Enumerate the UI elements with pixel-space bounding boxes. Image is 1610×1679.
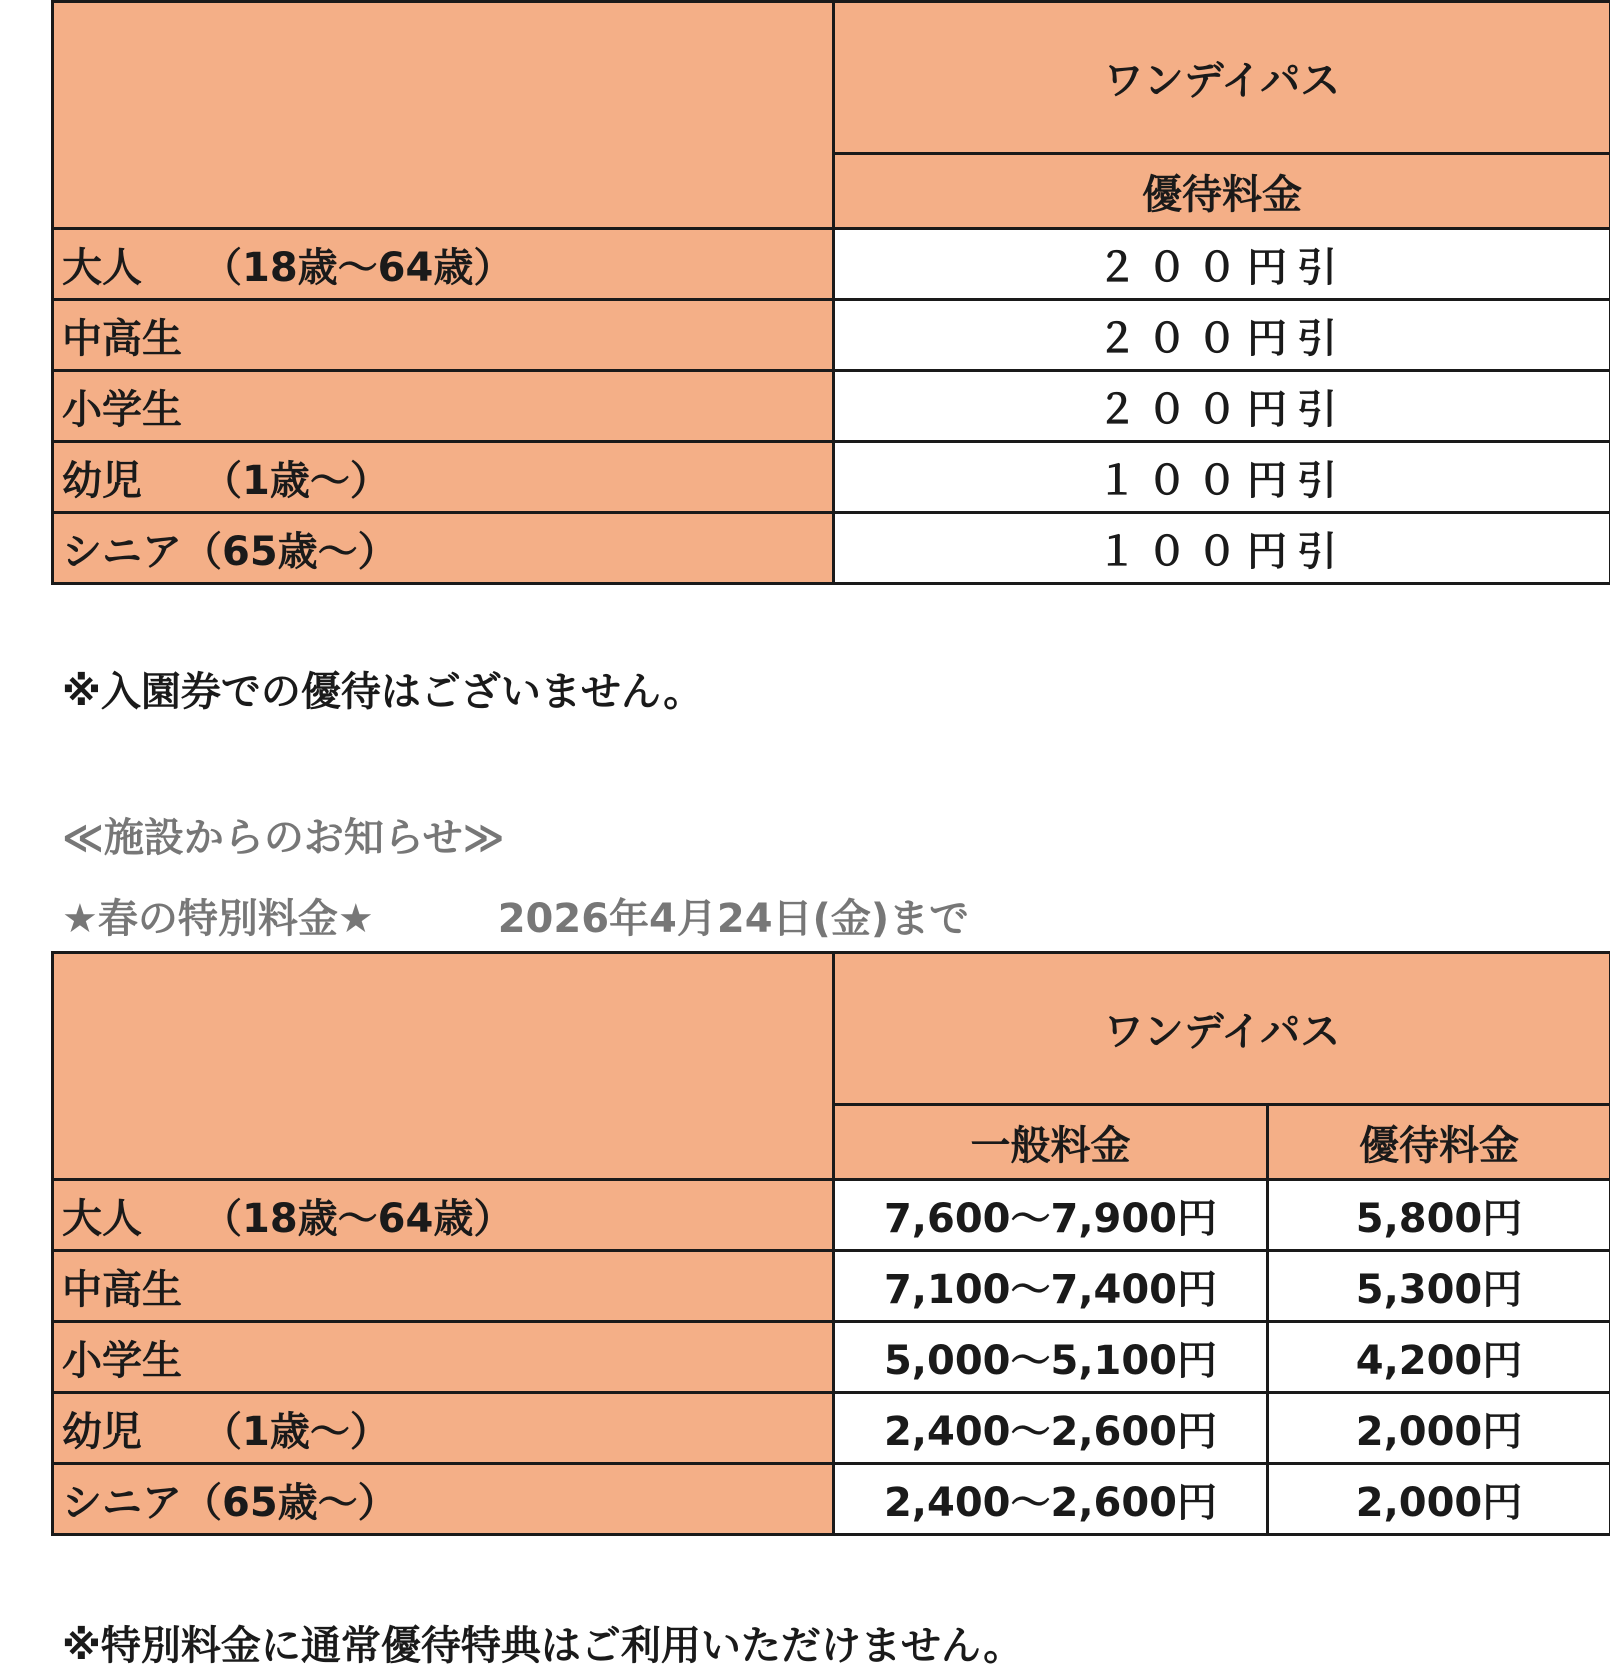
discount-value: ２００円引 — [834, 371, 1610, 442]
discount-price-value: 5,800円 — [1268, 1180, 1610, 1251]
row-label: 幼児 （1歳～） — [53, 442, 834, 513]
header-blank-cell — [53, 953, 834, 1180]
header-one-day-pass: ワンデイパス — [834, 953, 1610, 1105]
general-price-value: 2,400～2,600円 — [834, 1393, 1268, 1464]
discount-value: ２００円引 — [834, 300, 1610, 371]
header-blank-cell — [53, 2, 834, 229]
special-price-deadline: 2026年4月24日(金)まで — [497, 896, 970, 942]
discount-table — [51, 0, 1610, 585]
row-label: シニア（65歳～） — [53, 1464, 834, 1535]
special-price-line — [62, 887, 969, 944]
table-row — [53, 442, 1610, 513]
no-admission-discount-note: ※入園券での優待はございません。 — [62, 669, 704, 715]
discount-price-value: 2,000円 — [1268, 1464, 1610, 1535]
row-label: 大人 （18歳～64歳） — [53, 229, 834, 300]
row-label: シニア（65歳～） — [53, 513, 834, 584]
row-label: 小学生 — [53, 1322, 834, 1393]
table-header-row — [53, 953, 1610, 1105]
header-one-day-pass: ワンデイパス — [834, 2, 1610, 154]
general-price-value: 2,400～2,600円 — [834, 1464, 1268, 1535]
row-label: 幼児 （1歳～） — [53, 1393, 834, 1464]
table-row — [53, 1393, 1610, 1464]
table-row — [53, 1180, 1610, 1251]
table-row — [53, 229, 1610, 300]
table-row — [53, 1464, 1610, 1535]
discount-price-value: 4,200円 — [1268, 1322, 1610, 1393]
general-price-value: 7,100～7,400円 — [834, 1251, 1268, 1322]
general-price-value: 5,000～5,100円 — [834, 1322, 1268, 1393]
row-label: 中高生 — [53, 300, 834, 371]
header-general-price: 一般料金 — [834, 1105, 1268, 1180]
table-row — [53, 300, 1610, 371]
row-label: 小学生 — [53, 371, 834, 442]
table-row — [53, 371, 1610, 442]
table-row — [53, 1251, 1610, 1322]
table-header-row — [53, 2, 1610, 154]
discount-value: ２００円引 — [834, 229, 1610, 300]
special-price-restriction-note: ※特別料金に通常優待特典はご利用いただけません。 — [62, 1623, 1024, 1669]
header-discount-price: 優待料金 — [1268, 1105, 1610, 1180]
row-label: 大人 （18歳～64歳） — [53, 1180, 834, 1251]
special-price-table — [51, 951, 1610, 1536]
facility-notice-heading: ≪施設からのお知らせ≫ — [62, 815, 505, 861]
discount-value: １００円引 — [834, 442, 1610, 513]
row-label: 中高生 — [53, 1251, 834, 1322]
discount-value: １００円引 — [834, 513, 1610, 584]
general-price-value: 7,600～7,900円 — [834, 1180, 1268, 1251]
discount-price-value: 5,300円 — [1268, 1251, 1610, 1322]
special-price-title: ★春の特別料金★ — [62, 896, 374, 942]
table-row — [53, 513, 1610, 584]
discount-price-value: 2,000円 — [1268, 1393, 1610, 1464]
table-row — [53, 1322, 1610, 1393]
header-discount-price: 優待料金 — [834, 154, 1610, 229]
